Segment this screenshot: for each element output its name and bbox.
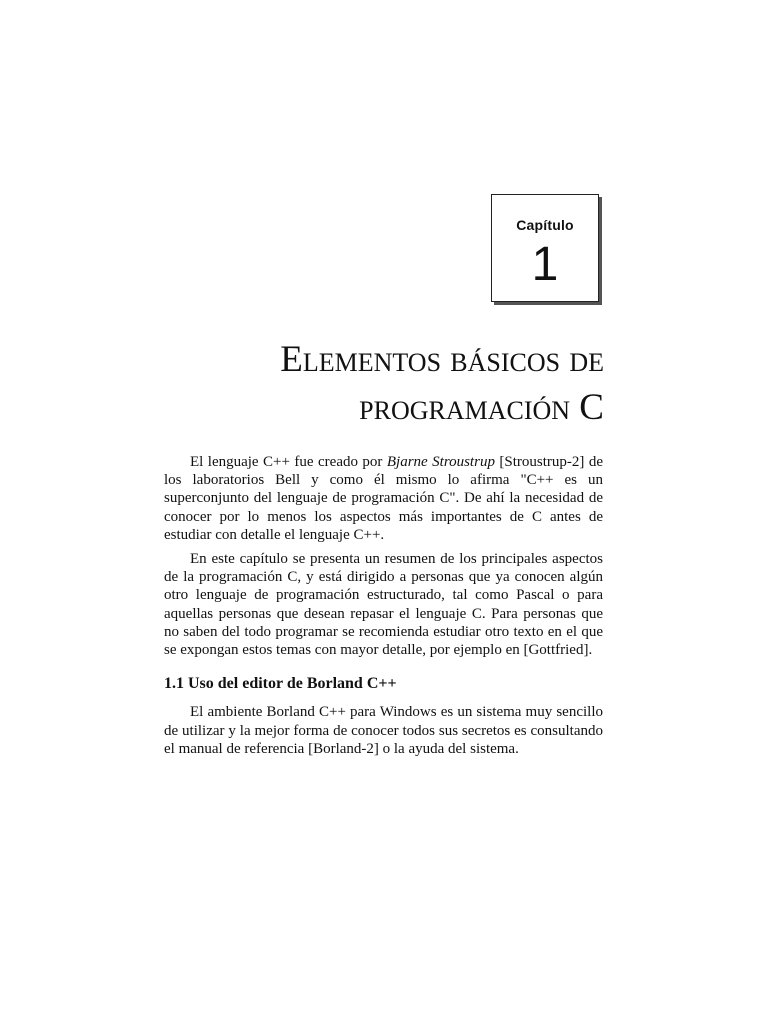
chapter-title-line-2: programación C	[359, 387, 604, 428]
chapter-number: 1	[531, 238, 559, 291]
intro-paragraph-1	[164, 453, 603, 544]
chapter-label: Capítulo	[516, 217, 574, 233]
chapter-body	[164, 453, 603, 764]
chapter-title	[154, 336, 604, 432]
intro-paragraph-1-end: [Stroustrup-2] de los laboratorios Bell y como él mismo lo afirma "C++ es un superconjunto del lenguaje de programación C". De ahí la necesidad de conocer por lo menos los aspectos más importantes de C antes de estudiar con detalle el lenguaje C++.	[164, 454, 603, 543]
section-heading-1-1: 1.1 Uso del editor de Borland C++	[164, 675, 397, 693]
chapter-title-line-1: Elementos básicos de	[280, 339, 604, 380]
intro-paragraph-2: En este capítulo se presenta un resumen de los principales aspectos de la programación C, y está dirigido a personas que ya conocen algún otro lenguaje de programación estructurado, tal como Pascal o para aquellas personas que desean repasar el lenguaje C. Para personas que no saben del todo programar se recomienda estudiar otro texto en el que se expongan estos temas con mayor detalle, por ejemplo en [Gottfried].	[164, 551, 603, 659]
chapter-number-box	[491, 194, 599, 302]
section-1-1-paragraph-1: El ambiente Borland C++ para Windows es un sistema muy sencillo de utilizar y la mejor forma de conocer todos sus secretos es consultando el manual de referencia [Borland-2] o la ayuda del sistema.	[164, 704, 603, 757]
intro-paragraph-1-start: El lenguaje C++ fue creado por	[190, 454, 387, 470]
author-name: Bjarne Stroustrup	[386, 454, 495, 470]
